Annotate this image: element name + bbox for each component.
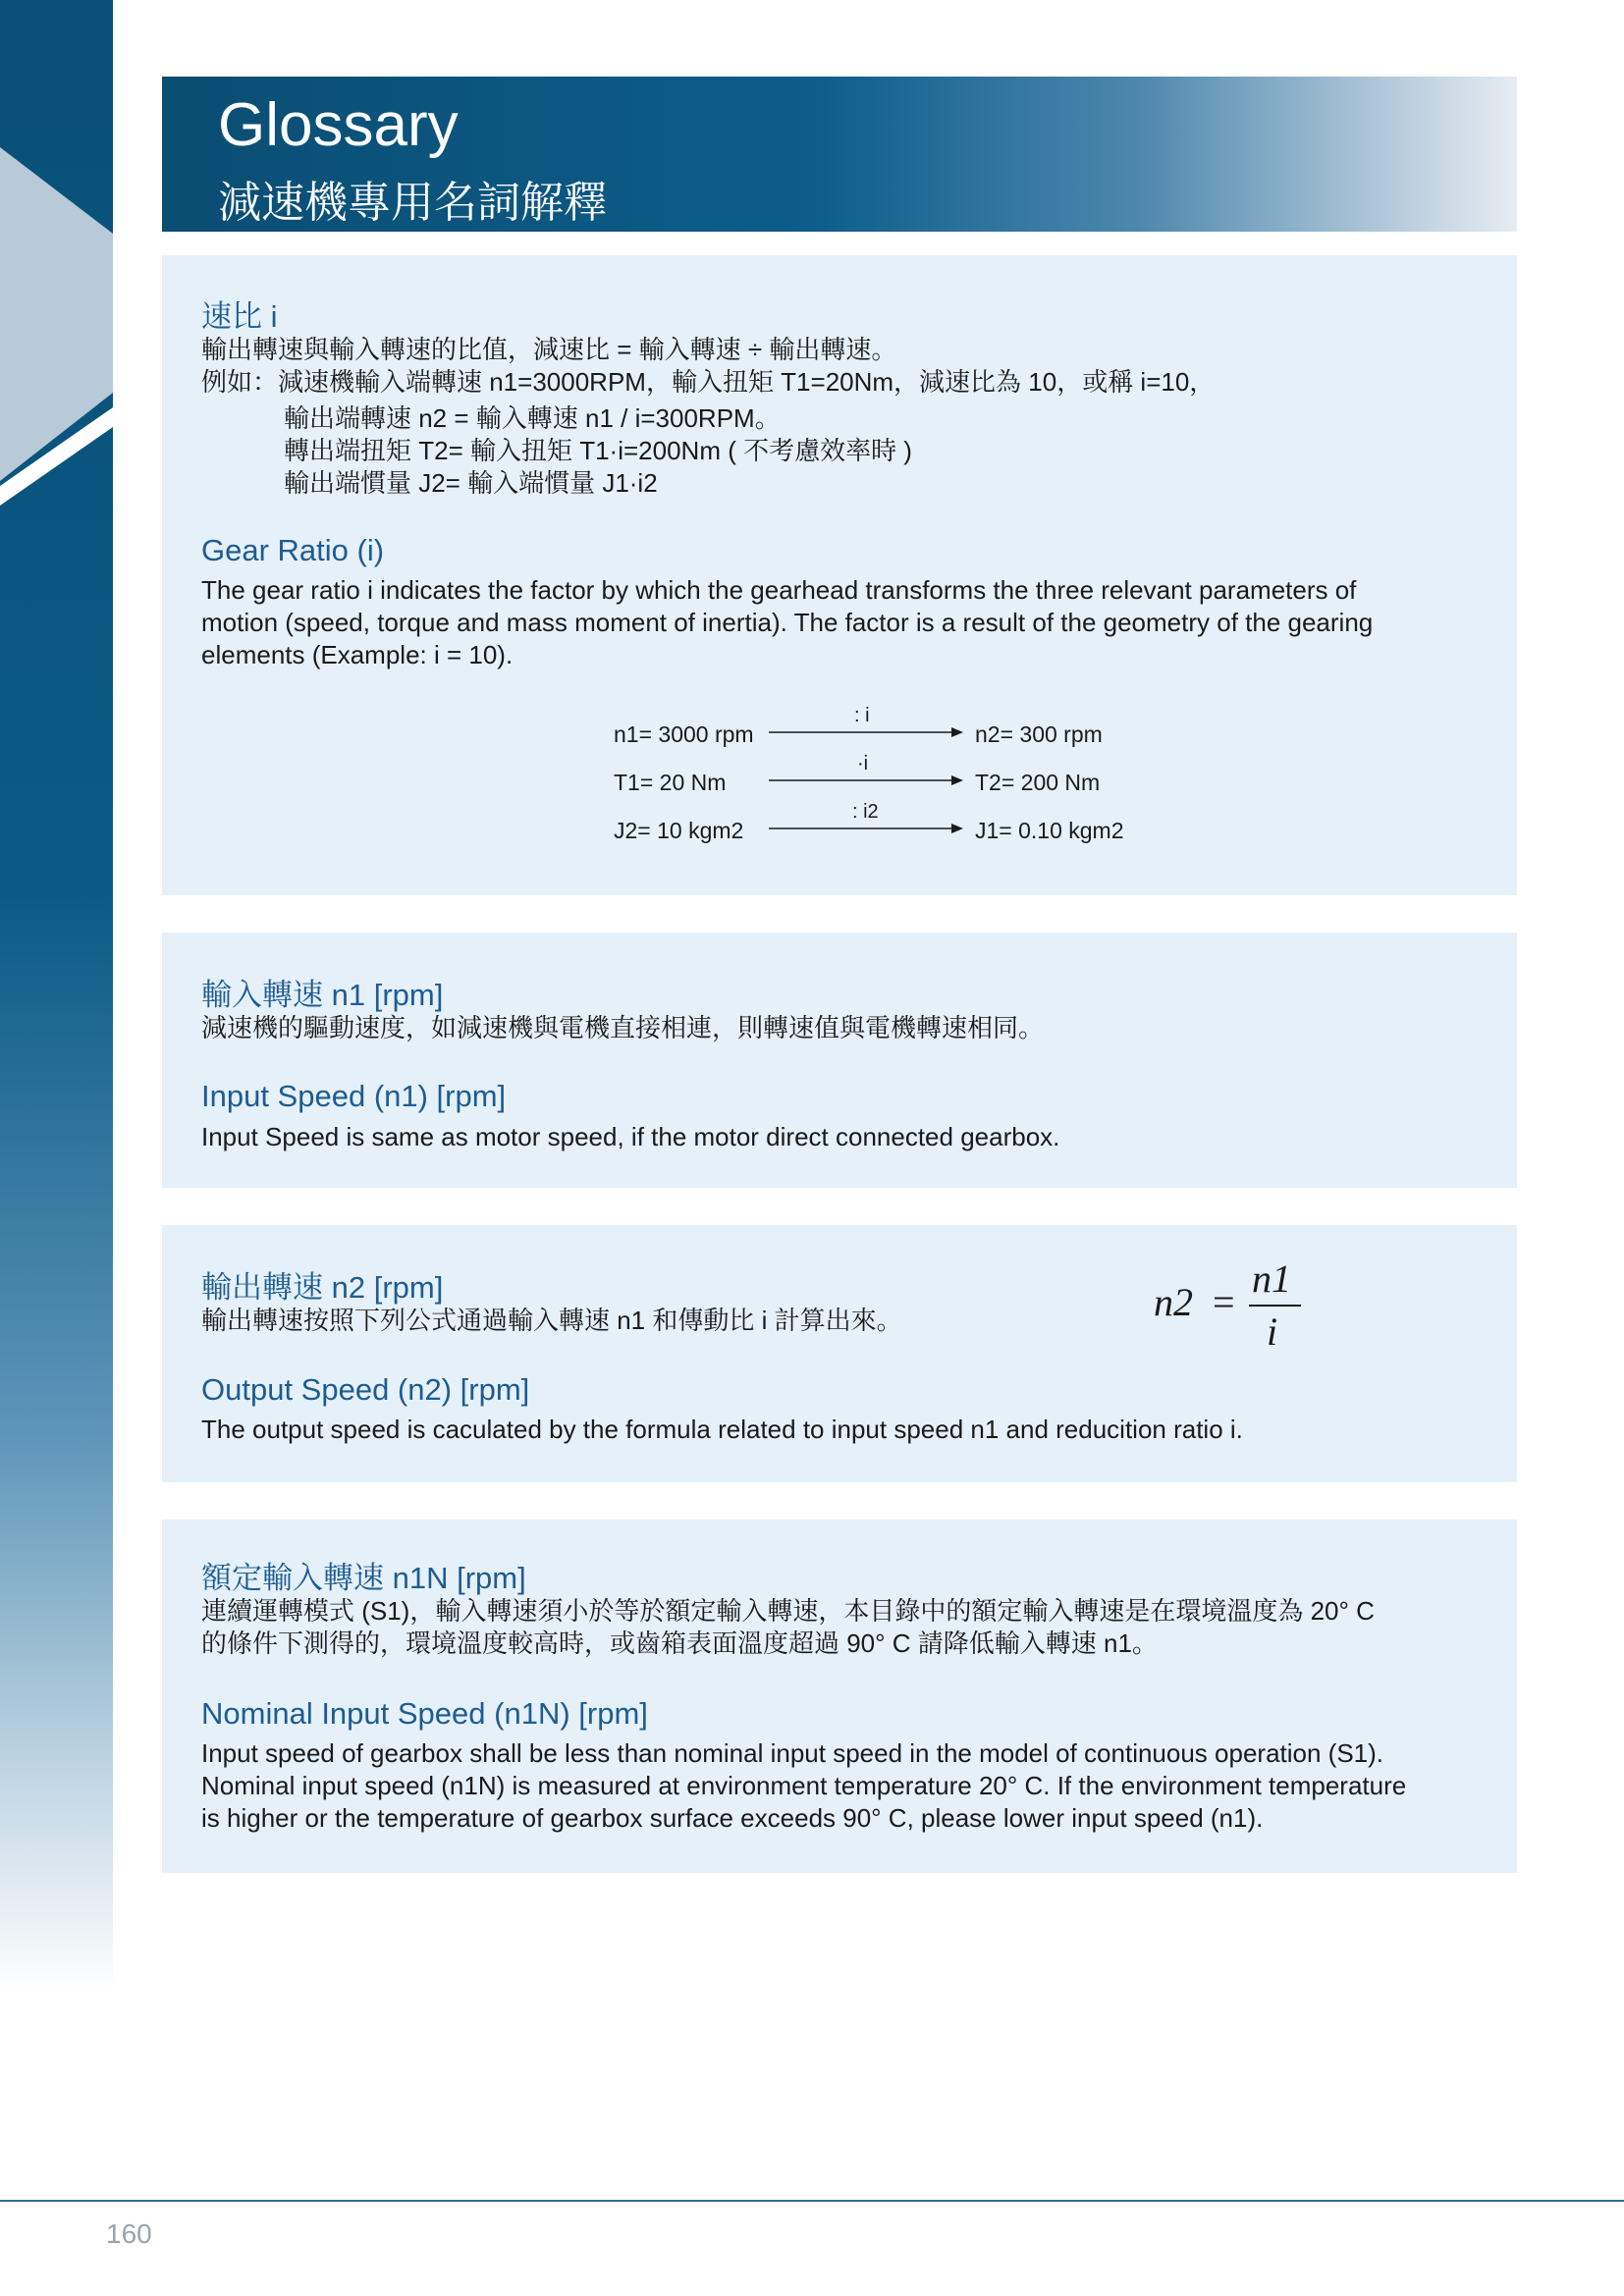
conversion-right-3: J1= 0.10 kgm2 — [975, 818, 1124, 843]
nominal-speed-en-line1: Input speed of gearbox shall be less than nominal input speed in the model of continuous operation (S1). — [201, 1738, 1384, 1768]
gear-ratio-en-line2: motion (speed, torque and mass moment of inertia). The factor is a result of the geometry of the gearing — [201, 608, 1374, 637]
nominal-speed-en-line2: Nominal input speed (n1N) is measured at environment temperature 20° C. If the environment temperature — [201, 1771, 1407, 1800]
input-speed-cn-line1: 減速機的驅動速度，如減速機與電機直接相連，則轉速值與電機轉速相同。 — [201, 1013, 1045, 1042]
output-speed-formula — [1154, 1243, 1350, 1351]
input-speed-en-title: Input Speed (n1) [rpm] — [201, 1079, 507, 1113]
input-speed-cn-title: 輸入轉速 n1 [rpm] — [201, 978, 444, 1012]
input-speed-en-line1: Input Speed is same as motor speed, if the motor direct connected gearbox. — [201, 1122, 1060, 1151]
formula-eq: = — [1213, 1280, 1235, 1324]
formula-denominator: i — [1267, 1309, 1278, 1351]
gear-ratio-cn-example-4: 輸出端慣量 J2= 輸入端慣量 J1·i2 — [284, 468, 658, 498]
page-title: Glossary — [218, 91, 459, 159]
gear-ratio-en-title: Gear Ratio (i) — [201, 533, 385, 567]
gear-ratio-en-line1: The gear ratio i indicates the factor by which the gearhead transforms the three relevant parameters of — [201, 575, 1357, 605]
gear-ratio-cn-example-1: 例如：減速機輸入端轉速 n1=3000RPM，輸入扭矩 T1=20Nm，減速比為 10，或稱 i=10， — [201, 367, 1216, 397]
output-speed-cn-line1: 輸出轉速按照下列公式通過輸入轉速 n1 和傳動比 i 計算出來。 — [201, 1306, 902, 1335]
nominal-speed-cn-line1: 連續運轉模式 (S1)，輸入轉速須小於等於額定輸入轉速，本目錄中的額定輸入轉速是在環境溫度為 20° C — [201, 1596, 1375, 1626]
header-banner — [162, 77, 1517, 232]
conversion-op-1: : i — [854, 705, 870, 726]
side-decor-triangle — [0, 147, 113, 520]
gear-ratio-cn-example-3: 轉出端扭矩 T2= 輸入扭矩 T1·i=200Nm ( 不考慮效率時 ) — [284, 436, 912, 465]
nominal-speed-panel — [162, 1520, 1517, 1873]
conversion-right-1: n2= 300 rpm — [975, 721, 1103, 747]
output-speed-en-title: Output Speed (n2) [rpm] — [201, 1372, 530, 1407]
conversion-op-3: : i2 — [852, 801, 879, 823]
page-number: 160 — [106, 2218, 152, 2249]
gear-ratio-en-line3: elements (Example: i = 10). — [201, 640, 514, 669]
formula-lhs: n2 — [1154, 1280, 1193, 1324]
nominal-speed-cn-title: 額定輸入轉速 n1N [rpm] — [201, 1561, 526, 1595]
conversion-left-3: J2= 10 kgm2 — [614, 818, 744, 843]
nominal-speed-cn-line2: 的條件下測得的，環境溫度較高時，或齒箱表面溫度超過 90° C 請降低輸入轉速 n1。 — [201, 1629, 1158, 1658]
conversion-left-1: n1= 3000 rpm — [614, 721, 754, 747]
input-speed-panel — [162, 933, 1517, 1188]
page-subtitle: 減速機專用名詞解釋 — [218, 179, 607, 227]
nominal-speed-en-title: Nominal Input Speed (n1N) [rpm] — [201, 1696, 648, 1731]
footer-divider — [0, 2200, 1624, 2202]
conversion-arrow-2 — [769, 774, 965, 787]
output-speed-en-line1: The output speed is caculated by the formula related to input speed n1 and reducition ratio i. — [201, 1415, 1243, 1444]
gear-ratio-panel — [162, 255, 1517, 895]
conversion-op-2: ·i — [857, 753, 869, 774]
gear-ratio-cn-line1: 輸出轉速與輸入轉速的比值，減速比 = 輸入轉速 ÷ 輸出轉速。 — [201, 335, 897, 364]
conversion-right-2: T2= 200 Nm — [975, 770, 1101, 795]
formula-numerator: n1 — [1252, 1256, 1291, 1301]
gear-ratio-cn-example-2: 輸出端轉速 n2 = 輸入轉速 n1 / i=300RPM。 — [284, 403, 781, 433]
nominal-speed-en-line3: is higher or the temperature of gearbox surface exceeds 90° C, please lower input speed (n1). — [201, 1803, 1264, 1833]
output-speed-cn-title: 輸出轉速 n2 [rpm] — [201, 1270, 444, 1305]
conversion-arrow-3 — [769, 822, 965, 835]
conversion-left-2: T1= 20 Nm — [614, 770, 727, 795]
output-speed-panel — [162, 1225, 1517, 1482]
conversion-arrow-1 — [769, 725, 965, 739]
gear-ratio-cn-title: 速比 i — [201, 299, 278, 334]
